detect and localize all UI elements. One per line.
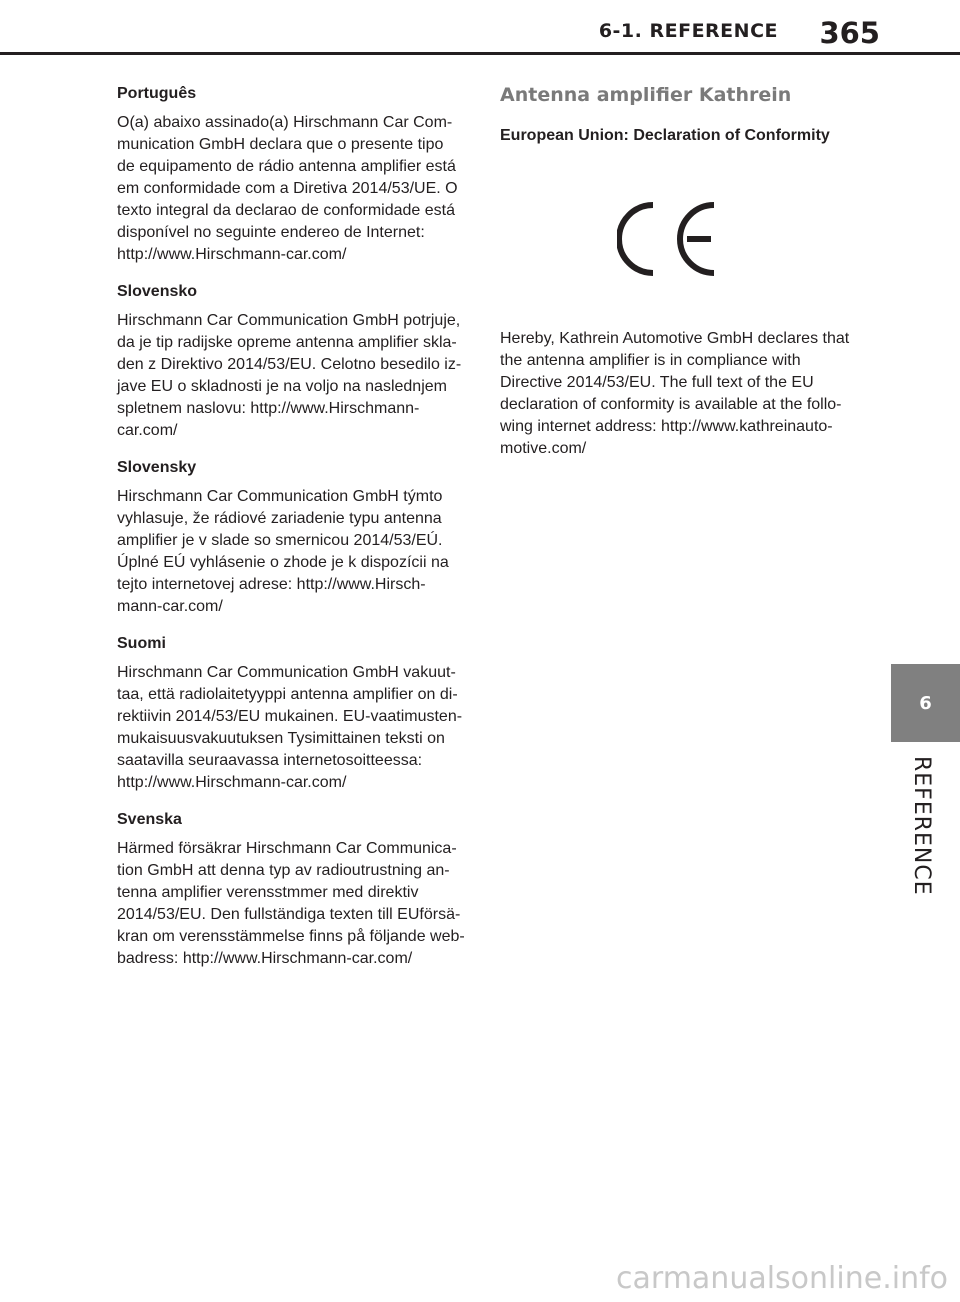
header-divider [0,52,960,55]
left-column [117,84,465,986]
header-section-title: 6-1. REFERENCE [598,20,778,42]
section-body: O(a) abaixo assinado(a) Hirschmann Car Com-munication GmbH declara que o presente tipo de equipamento de rádio antenna amplifier está em conformidade com a Diretiva 2014/53/UE. O texto integral da declarao de conformidade está disponível no seguinte endereo de Internet: http://www.Hirschmann-car.com/ [117,114,458,263]
section-heading: Slovensky [117,459,197,476]
chapter-label: REFERENCE [909,756,934,896]
page-header [0,0,960,55]
section-heading: Suomi [117,635,166,652]
section-heading: Slovensko [117,283,198,300]
section-portugues [117,84,465,266]
section-heading: Svenska [117,811,182,828]
kathrein-title: Antenna amplifier Kathrein [500,84,792,106]
section-svenska [117,810,465,970]
chapter-tab [891,664,960,742]
right-column [500,84,850,460]
section-body: Hirschmann Car Communication GmbH týmto vyhlasuje, že rádiové zariadenie typu antenna amplifier je v slade so smernicou 2014/53/EÚ. Úplné EÚ vyhlásenie o zhode je k dispozícii na tejto internetovej adrese: http://www.Hirsch-mann-car.com/ [117,488,449,615]
conformity-subtitle: European Union: Declaration of Conformity [500,127,830,144]
section-body: Hirschmann Car Communication GmbH potrjuje, da je tip radijske opreme antenna amplifier skla-den z Direktivo 2014/53/EU. Celotno besedilo iz-jave EU o skladnosti je na voljo na naslednjem spletnem naslovu: http://www.Hirschmann-car.com/ [117,312,462,439]
section-body: Härmed försäkrar Hirschmann Car Communica-tion GmbH att denna typ av radioutrustning an-tenna amplifier verensstmmer med direktiv 2014/53/EU. Den fullständiga texten till EUförsä-kran om verensstämmelse finns på följande web-badress: http://www.Hirschmann-car.com/ [117,840,465,967]
chapter-number: 6 [919,692,932,714]
page-number: 365 [819,16,880,50]
watermark: carmanualsonline.info [616,1261,948,1296]
ce-mark-icon [617,202,717,276]
section-suomi [117,634,465,794]
conformity-statement: Hereby, Kathrein Automotive GmbH declares that the antenna amplifier is in compliance with Directive 2014/53/EU. The full text of the EU declaration of conformity is available at the follo-wing internet address: http://www.kathreinauto-motive.com/ [500,330,850,457]
section-heading: Português [117,85,197,102]
section-slovensky [117,458,465,618]
section-slovensko [117,282,465,442]
section-body: Hirschmann Car Communication GmbH vakuut-taa, että radiolaitetyyppi antenna amplifier on di-rektiivin 2014/53/EU mukainen. EU-vaatimusten-mukaisuusvakuutuksen Tysimittainen teksti on saatavilla seuraavassa internetosoitteessa: http://www.Hirschmann-car.com/ [117,664,463,791]
